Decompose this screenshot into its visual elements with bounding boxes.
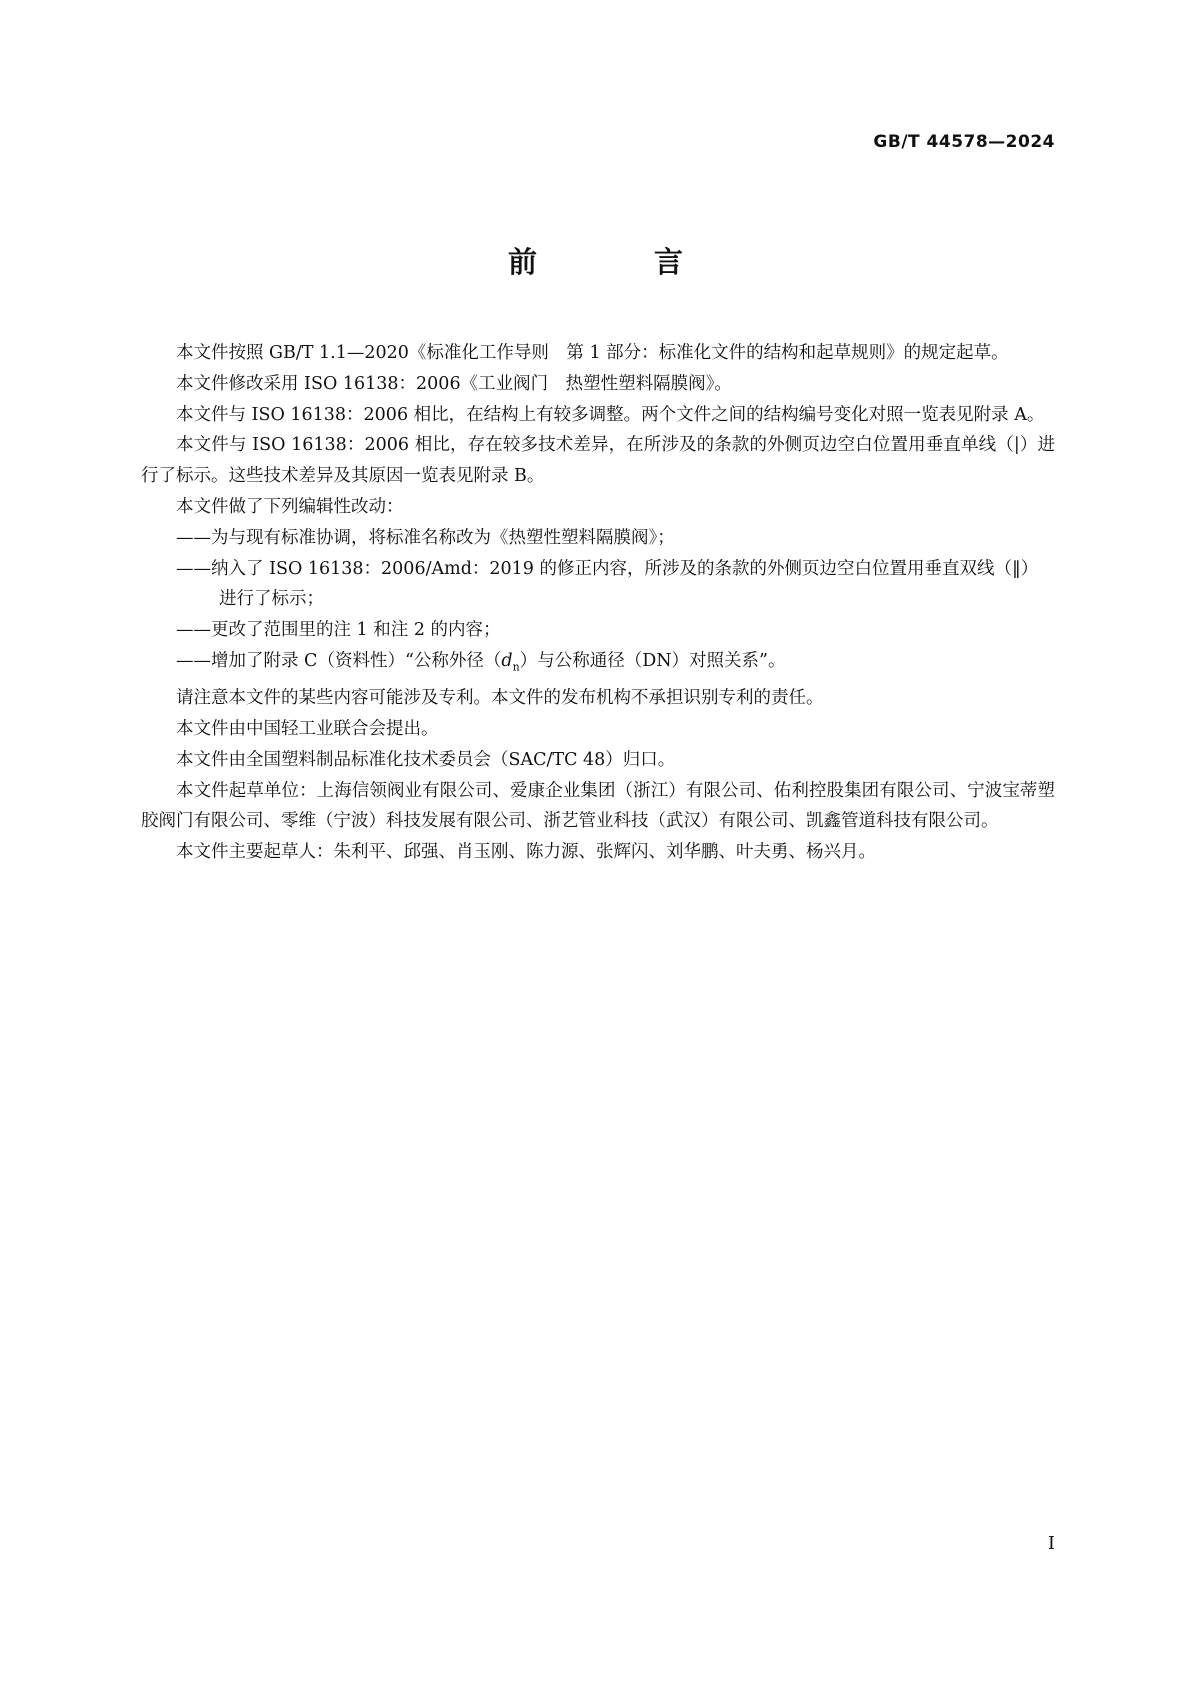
- list-item: ——为与现有标准协调，将标准名称改为《热塑性塑料隔膜阀》；: [176, 527, 675, 548]
- list-item: ——纳入了 ISO 16138：2006/Amd：2019 的修正内容，所涉及的条款的外侧页边空白位置用垂直双线（‖）进行了标示；: [176, 558, 1039, 610]
- paragraph-editorial-intro: 本文件做了下列编辑性改动：: [176, 496, 404, 517]
- page-number: I: [1047, 1533, 1055, 1554]
- paragraph-committee: 本文件由全国塑料制品标准化技术委员会（SAC/TC 48）归口。: [176, 749, 676, 770]
- symbol-subscript-n: n: [512, 660, 520, 674]
- page-title: 前 言: [507, 245, 727, 279]
- standard-code: GB/T 44578—2024: [873, 132, 1055, 152]
- foreword-body: [141, 338, 1055, 868]
- paragraph-patent-notice: 请注意本文件的某些内容可能涉及专利。本文件的发布机构不承担识别专利的责任。: [176, 688, 824, 709]
- paragraph-technical-differences: 本文件与 ISO 16138：2006 相比，存在较多技术差异，在所涉及的条款的外侧页边空白位置用垂直单线（|）进行了标示。这些技术差异及其原因一览表见附录 B。: [141, 435, 1055, 487]
- paragraph-proposer: 本文件由中国轻工业联合会提出。: [176, 719, 439, 740]
- list-item-annex-c: [141, 646, 1055, 683]
- paragraph-adoption: 本文件修改采用 ISO 16138：2006《工业阀门 热塑性塑料隔膜阀》。: [176, 373, 732, 394]
- annex-c-text-after: ）与公称通径（DN）对照关系”。: [519, 650, 786, 671]
- paragraph-drafting-rules: 本文件按照 GB/T 1.1—2020《标准化工作导则 第 1 部分：标准化文件的结构和起草规则》的规定起草。: [176, 343, 1009, 363]
- paragraph-drafters: 本文件主要起草人：朱利平、邱强、肖玉刚、陈力源、张辉闪、刘华鹏、叶夫勇、杨兴月。: [176, 842, 876, 863]
- paragraph-drafting-units: 本文件起草单位：上海信领阀业有限公司、爱康企业集团（浙江）有限公司、佑利控股集团有限公司、宁波宝蒂塑胶阀门有限公司、零维（宁波）科技发展有限公司、浙艺管业科技（武汉）有限公司、凯鑫管道科技有限公司。: [141, 780, 1055, 832]
- symbol-d: d: [501, 650, 513, 671]
- list-item: ——更改了范围里的注 1 和注 2 的内容；: [176, 620, 501, 641]
- paragraph-structure-changes: 本文件与 ISO 16138：2006 相比，在结构上有较多调整。两个文件之间的结构编号变化对照一览表见附录 A。: [176, 404, 1045, 425]
- annex-c-text-before: ——增加了附录 C（资料性）“公称外径（: [176, 650, 502, 671]
